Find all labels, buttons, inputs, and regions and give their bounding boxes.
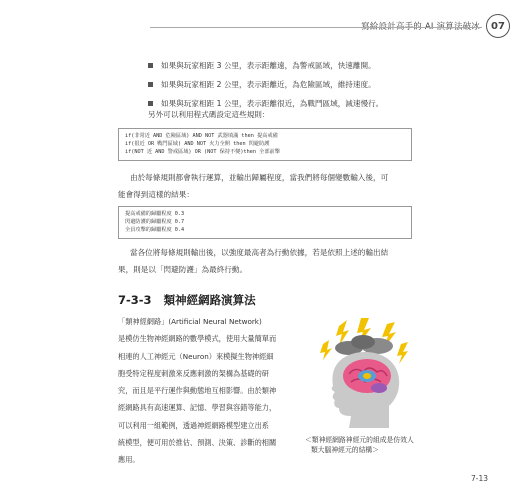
results-intro bbox=[118, 169, 430, 203]
paragraph-line: 果，則是以「閃避防護」為最終行動。 bbox=[118, 265, 248, 274]
section-number: 7-3-3 bbox=[118, 293, 152, 307]
code-line: if(NOT 近 AND 警戒區域) OR (NOT 保持不變)then 全部前擊 bbox=[125, 149, 280, 156]
paragraph-line: 胞受特定程度刺激來反應刺激的架構為基礎的研 bbox=[118, 368, 269, 378]
book-title: 寫給設計高手的 AI 演算法破冰 bbox=[361, 22, 480, 32]
section-heading bbox=[118, 292, 256, 308]
paragraph-line: 由於每條規則都會執行運算，並輸出歸屬程度，當我們將每個變數輸入後，可 bbox=[130, 173, 389, 182]
brain-icon bbox=[343, 359, 391, 393]
paragraph-line: 「類神經網路」(Artificial Neural Network) bbox=[118, 317, 262, 326]
caption-line: ＜類神經網路神經元的組成是仿效人 bbox=[305, 436, 414, 444]
section-title: 類神經網路演算法 bbox=[163, 293, 256, 307]
rules-intro: 另外可以利用程式碼設定這些規則： bbox=[148, 110, 270, 119]
results-code-box bbox=[118, 206, 412, 239]
distance-bullet-list bbox=[148, 56, 468, 113]
list-item bbox=[148, 56, 468, 75]
list-item-text: 如果與玩家相距 1 公里，表示距離很近，為戰鬥區域，減速慢行。 bbox=[161, 99, 384, 108]
code-line: 閃避防護的歸屬程度 0.7 bbox=[125, 219, 185, 226]
paragraph-line: 是模仿生物神經網路的數學模式，使用大量簡單而 bbox=[118, 334, 277, 344]
header-divider bbox=[150, 27, 482, 28]
code-line: if(很近 OR 戰鬥區域) AND NOT 火力全開 then 閃避防護 bbox=[125, 141, 270, 148]
square-bullet-icon bbox=[148, 63, 153, 68]
paragraph-line: 究，而且是平行運作與動態地互相影響。由於類神 bbox=[118, 386, 277, 396]
code-line: if(非常近 AND 危險區域) AND NOT 武器填滿 then 提高戒備 bbox=[125, 133, 278, 139]
paragraph-line: 應用。 bbox=[118, 455, 140, 465]
brain-head-illustration bbox=[309, 318, 419, 430]
code-line: 提高戒備的歸屬程度 0.3 bbox=[125, 211, 185, 217]
list-item-text: 如果與玩家相距 2 公里，表示距離近，為危險區域，維持速度。 bbox=[161, 80, 376, 89]
code-line: 全員攻擊的歸屬程度 0.4 bbox=[125, 227, 185, 234]
paragraph-line: 統模型，便可用於推估、預測、決策、診斷的相關 bbox=[118, 438, 277, 448]
square-bullet-icon bbox=[148, 82, 153, 87]
list-item-text: 如果與玩家相距 3 公里，表示距離遠，為警戒區域，快速離開。 bbox=[161, 61, 376, 70]
caption-line: 類大腦神經元的結構＞ bbox=[311, 446, 379, 454]
paragraph-line: 經網路具有高速運算、記憶、學習與容錯等能力， bbox=[118, 403, 277, 413]
paragraph-line: 能會得到這樣的結果： bbox=[118, 190, 194, 199]
chapter-badge: 07 bbox=[486, 14, 510, 38]
page-header bbox=[361, 14, 510, 38]
paragraph-line: 當各位將每條規則輸出後，以強度最高者為行動依據，若是依照上述的輸出結 bbox=[130, 248, 389, 257]
paragraph-line: 相連的人工神經元（Neuron）來模擬生物神經細 bbox=[118, 351, 274, 361]
rules-code-box bbox=[118, 128, 412, 161]
list-item bbox=[148, 75, 468, 94]
paragraph-line: 可以利用一組範例，透過神經網路模型建立出系 bbox=[118, 420, 269, 430]
figure-caption bbox=[305, 435, 425, 455]
section-body bbox=[118, 313, 294, 469]
page-number: 7-13 bbox=[470, 474, 488, 483]
conclusion-paragraph bbox=[118, 244, 430, 278]
